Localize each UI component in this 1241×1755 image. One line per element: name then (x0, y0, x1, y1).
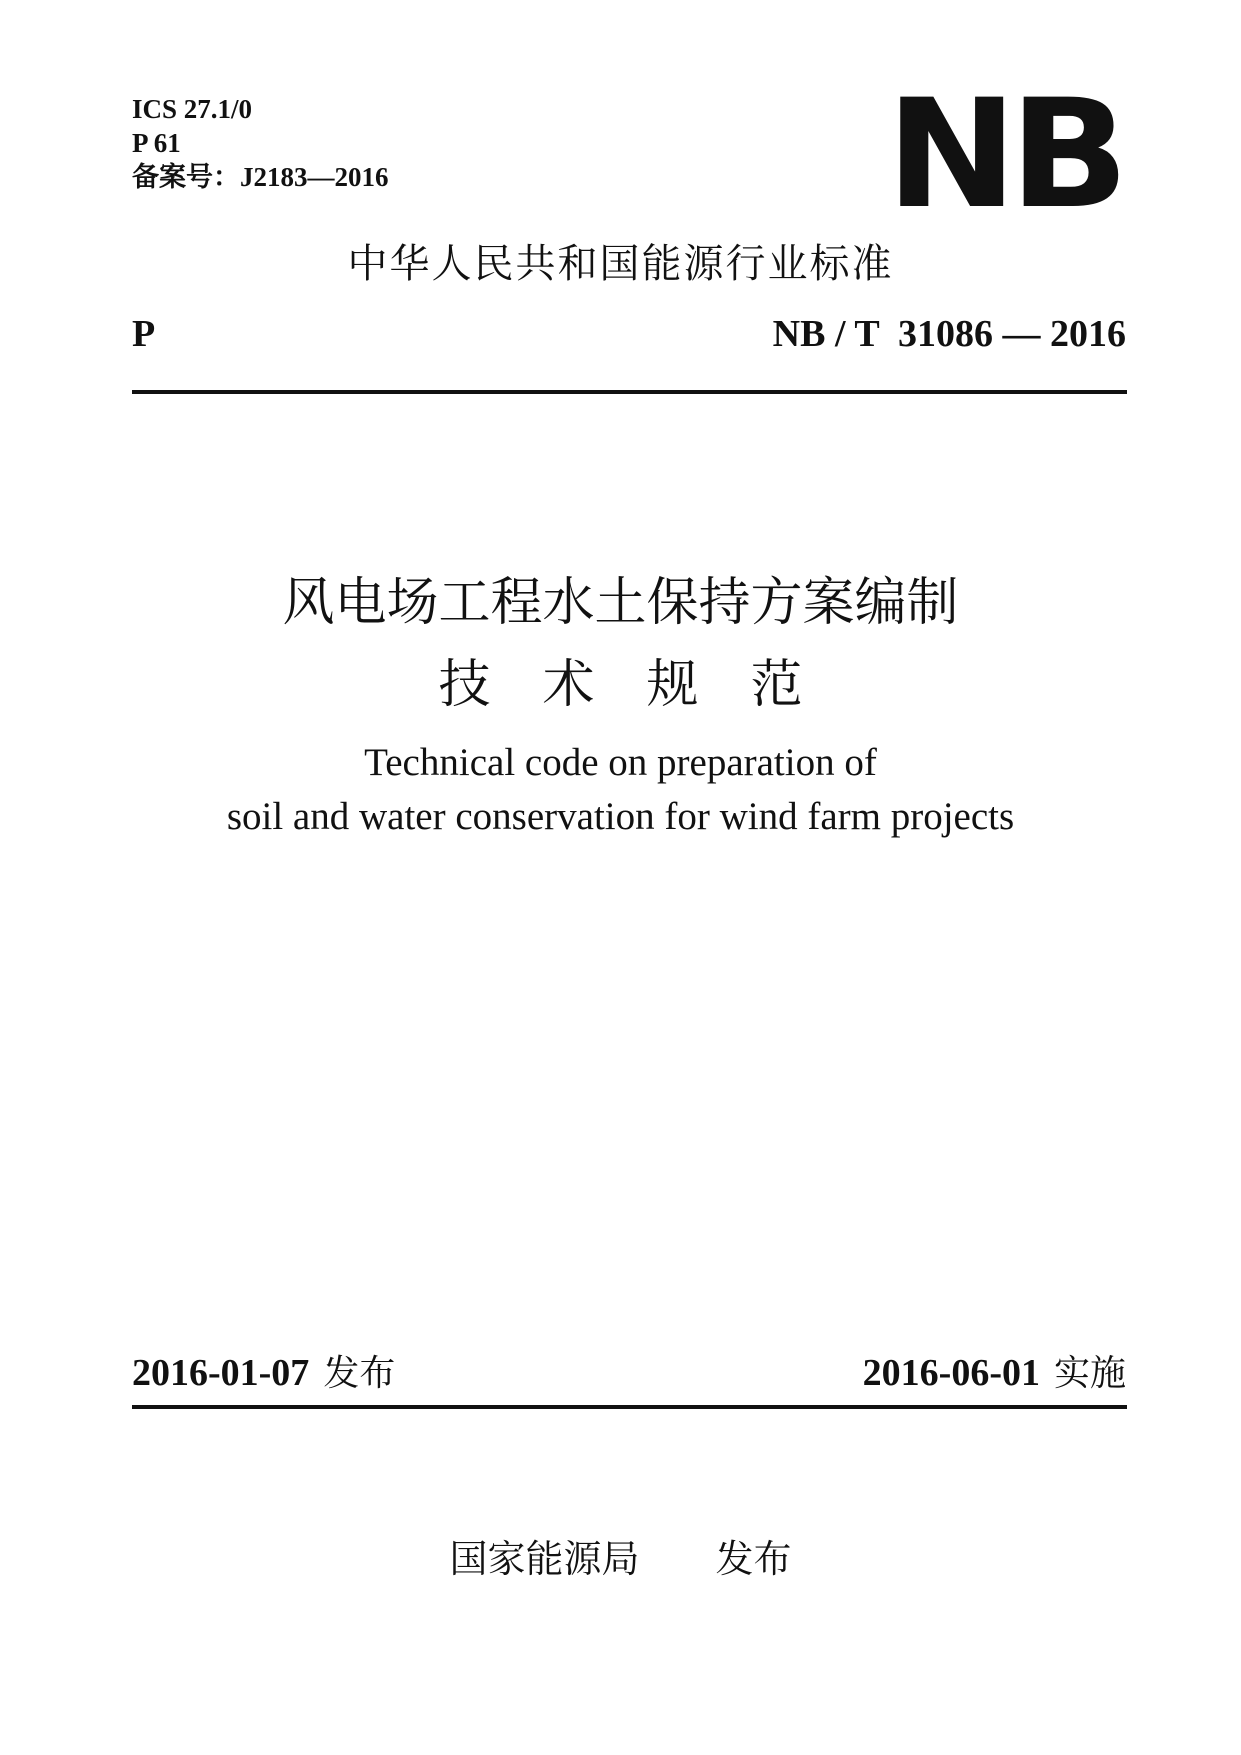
implement-label: 实施 (1053, 1353, 1126, 1394)
title-en-line1: Technical code on preparation of (364, 741, 877, 784)
implement-date: 2016-06-01 (862, 1352, 1040, 1394)
issue-label: 发布 (323, 1353, 396, 1394)
classification-letter: P (132, 313, 156, 355)
record-number: 备案号：J2183—2016 (132, 162, 389, 192)
issue-date-block (132, 1345, 395, 1396)
title-cn-line2: 技 术 规 范 (438, 655, 803, 715)
issue-date: 2016-01-07 (132, 1352, 310, 1394)
implement-date-block (863, 1345, 1126, 1396)
ics-number: ICS 27.1/0 (132, 94, 253, 124)
standard-code: NB / T 31086 — 2016 (772, 313, 1126, 355)
top-divider (132, 390, 1127, 394)
bottom-divider (132, 1405, 1127, 1409)
issuer: 国家能源局 发布 (449, 1537, 792, 1581)
standard-type: 中华人民共和国能源行业标准 (347, 241, 894, 287)
title-en-line2: soil and water conservation for wind farm projects (226, 795, 1015, 838)
nb-logo: NB (885, 68, 1121, 242)
title-cn-line1: 风电场工程水土保持方案编制 (282, 573, 959, 633)
ccs-number: P 61 (132, 128, 181, 158)
